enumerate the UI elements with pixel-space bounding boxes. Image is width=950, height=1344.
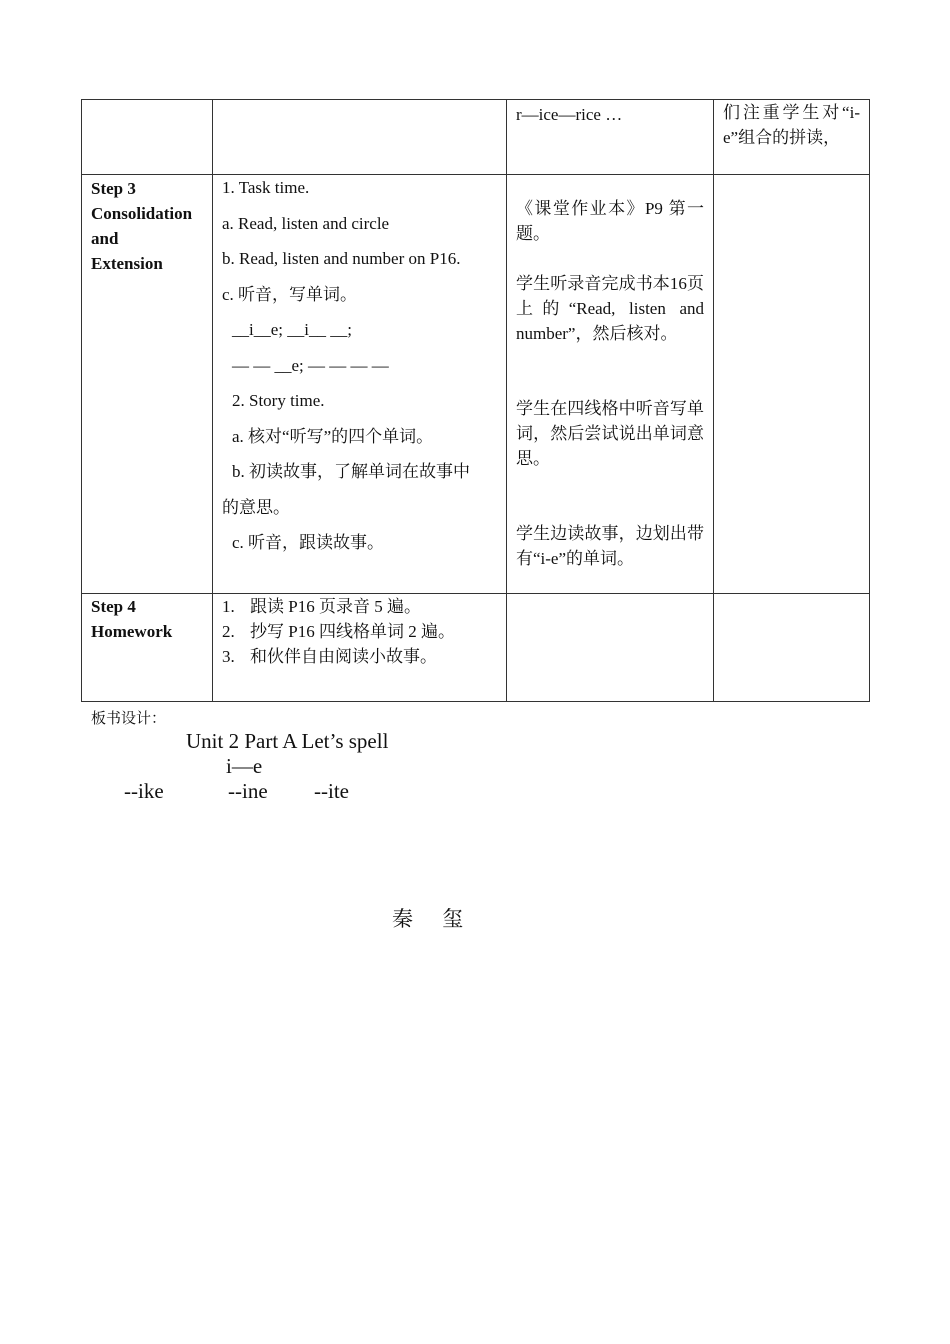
list-item xyxy=(222,619,497,644)
table-row xyxy=(82,175,870,594)
step-label-line: Step 4 xyxy=(91,597,136,616)
ending-ike: --ike xyxy=(124,779,164,803)
step-label-line: Step 3 xyxy=(91,179,136,198)
notes-cell xyxy=(714,594,870,702)
student-activity-cell xyxy=(507,175,714,594)
activity-cell xyxy=(213,175,507,594)
dictation-blanks: — — __e; — — — — xyxy=(232,355,389,375)
activity-cell xyxy=(213,100,507,175)
list-number: 2. xyxy=(222,622,235,641)
list-item xyxy=(222,644,497,669)
step-cell xyxy=(82,175,213,594)
list-number: 1. xyxy=(222,597,235,616)
step-label-line: Consolidation xyxy=(91,204,193,223)
step-label xyxy=(91,176,203,276)
student-text: 学生边读故事，边划出带有“i-e”的单词。 xyxy=(516,524,704,568)
author-name: 秦 玺 xyxy=(392,907,476,931)
board-design-label: 板书设计： xyxy=(91,711,167,727)
student-text: 《课堂作业本》P9 第一题。 xyxy=(516,199,704,243)
student-text: 学生在四线格中听音写单词，然后尝试说出单词意思。 xyxy=(516,399,704,468)
step-label-line: Homework xyxy=(91,622,173,641)
notes-cell xyxy=(714,175,870,594)
student-text: r—ice—rice … xyxy=(516,105,623,124)
table-row xyxy=(82,594,870,702)
notes-cell xyxy=(714,100,870,175)
homework-list xyxy=(222,594,497,669)
list-number: 3. xyxy=(222,647,235,666)
board-rule: i—e xyxy=(226,754,263,778)
activity-line: a. Read, listen and circle xyxy=(222,213,390,233)
homework-text: 跟读 P16 页录音 5 遍。 xyxy=(250,597,421,616)
dictation-blanks: __i__e; __i__ __; xyxy=(232,320,352,339)
list-item xyxy=(222,594,497,619)
step-label-line: and xyxy=(91,229,119,248)
activity-line: c. 听音，跟读故事。 xyxy=(232,533,385,552)
ending-ite: --ite xyxy=(314,779,349,803)
activity-line: b. Read, listen and number on P16. xyxy=(222,249,461,268)
student-text: 学生听录音完成书本16页上的“Read, listen and number”，然后核对。 xyxy=(516,274,704,343)
student-activity-cell xyxy=(507,100,714,175)
step-cell xyxy=(82,100,213,175)
activity-line: b. 初读故事，了解单词在故事中 xyxy=(232,462,470,481)
lesson-plan-table xyxy=(81,99,870,702)
activity-line: 1. Task time. xyxy=(222,178,310,197)
step-label xyxy=(91,594,203,644)
board-title: Unit 2 Part A Let’s spell xyxy=(186,729,389,753)
notes-text: 们注重学生对“i-e”组合的拼读， xyxy=(723,103,860,147)
student-activity-cell xyxy=(507,594,714,702)
homework-text: 和伙伴自由阅读小故事。 xyxy=(250,647,437,666)
table-row xyxy=(82,100,870,175)
activity-line: c. 听音，写单词。 xyxy=(222,284,358,304)
activity-line: 的意思。 xyxy=(222,497,290,517)
ending-ine: --ine xyxy=(228,779,268,803)
activity-line: 2. Story time. xyxy=(232,391,325,410)
homework-cell xyxy=(213,594,507,702)
step-label-line: Extension xyxy=(91,254,163,273)
step-cell xyxy=(82,594,213,702)
activity-line: a. 核对“听写”的四个单词。 xyxy=(232,426,434,446)
homework-text: 抄写 P16 四线格单词 2 遍。 xyxy=(250,622,455,641)
